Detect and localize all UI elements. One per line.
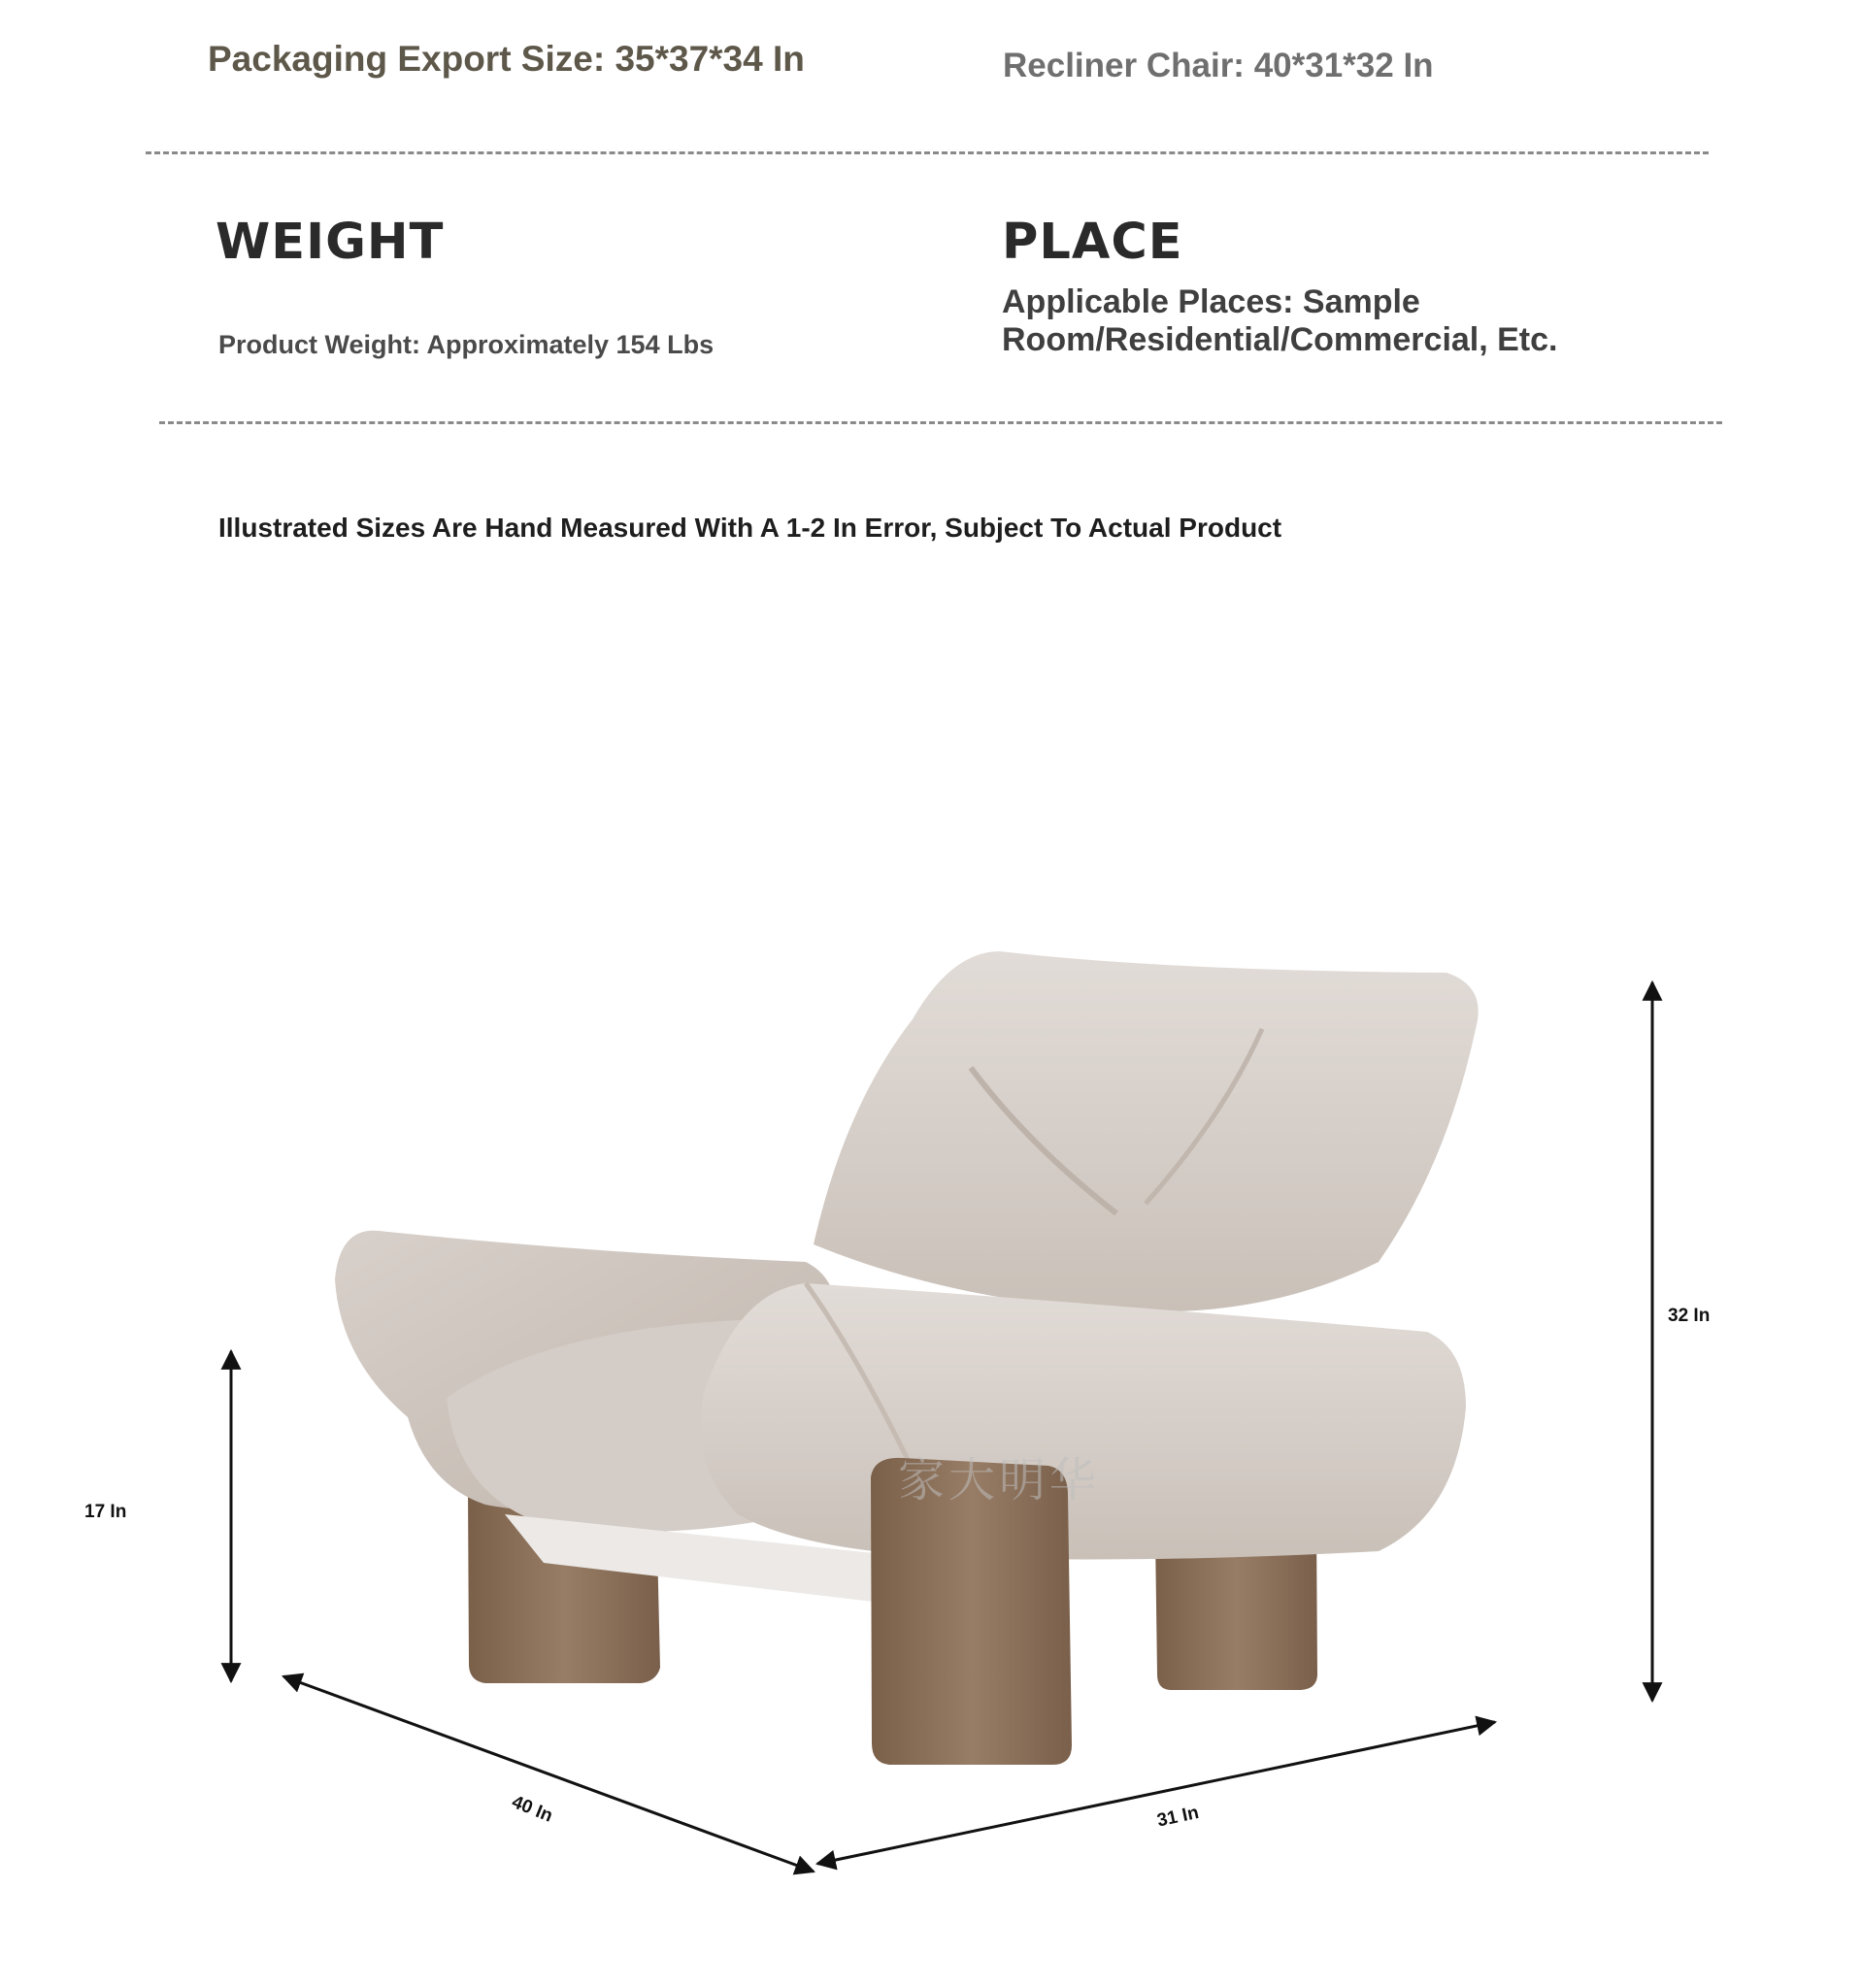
width-arrow [283,1676,814,1872]
chair-right-arm [701,1283,1466,1559]
seat-height-label: 17 In [84,1502,127,1522]
weight-text: Product Weight: Approximately 154 Lbs [218,330,715,359]
weight-heading: WEIGHT [216,214,445,271]
place-text: Applicable Places: Sample Room/Residential/Commercial, Etc. [1002,283,1558,358]
watermark: 家大明华 [898,1455,1101,1507]
measurement-note: Illustrated Sizes Are Hand Measured With A 1-2 In Error, Subject To Actual Product [218,513,1282,543]
chair-backrest [814,951,1479,1311]
recliner-size-text: Recliner Chair: 40*31*32 In [1003,47,1434,84]
total-height-label: 32 In [1668,1306,1711,1326]
packaging-size-text: Packaging Export Size: 35*37*34 In [208,39,805,79]
width-label: 40 In [509,1792,556,1827]
depth-label: 31 In [1155,1802,1201,1832]
place-heading: PLACE [1002,214,1183,271]
